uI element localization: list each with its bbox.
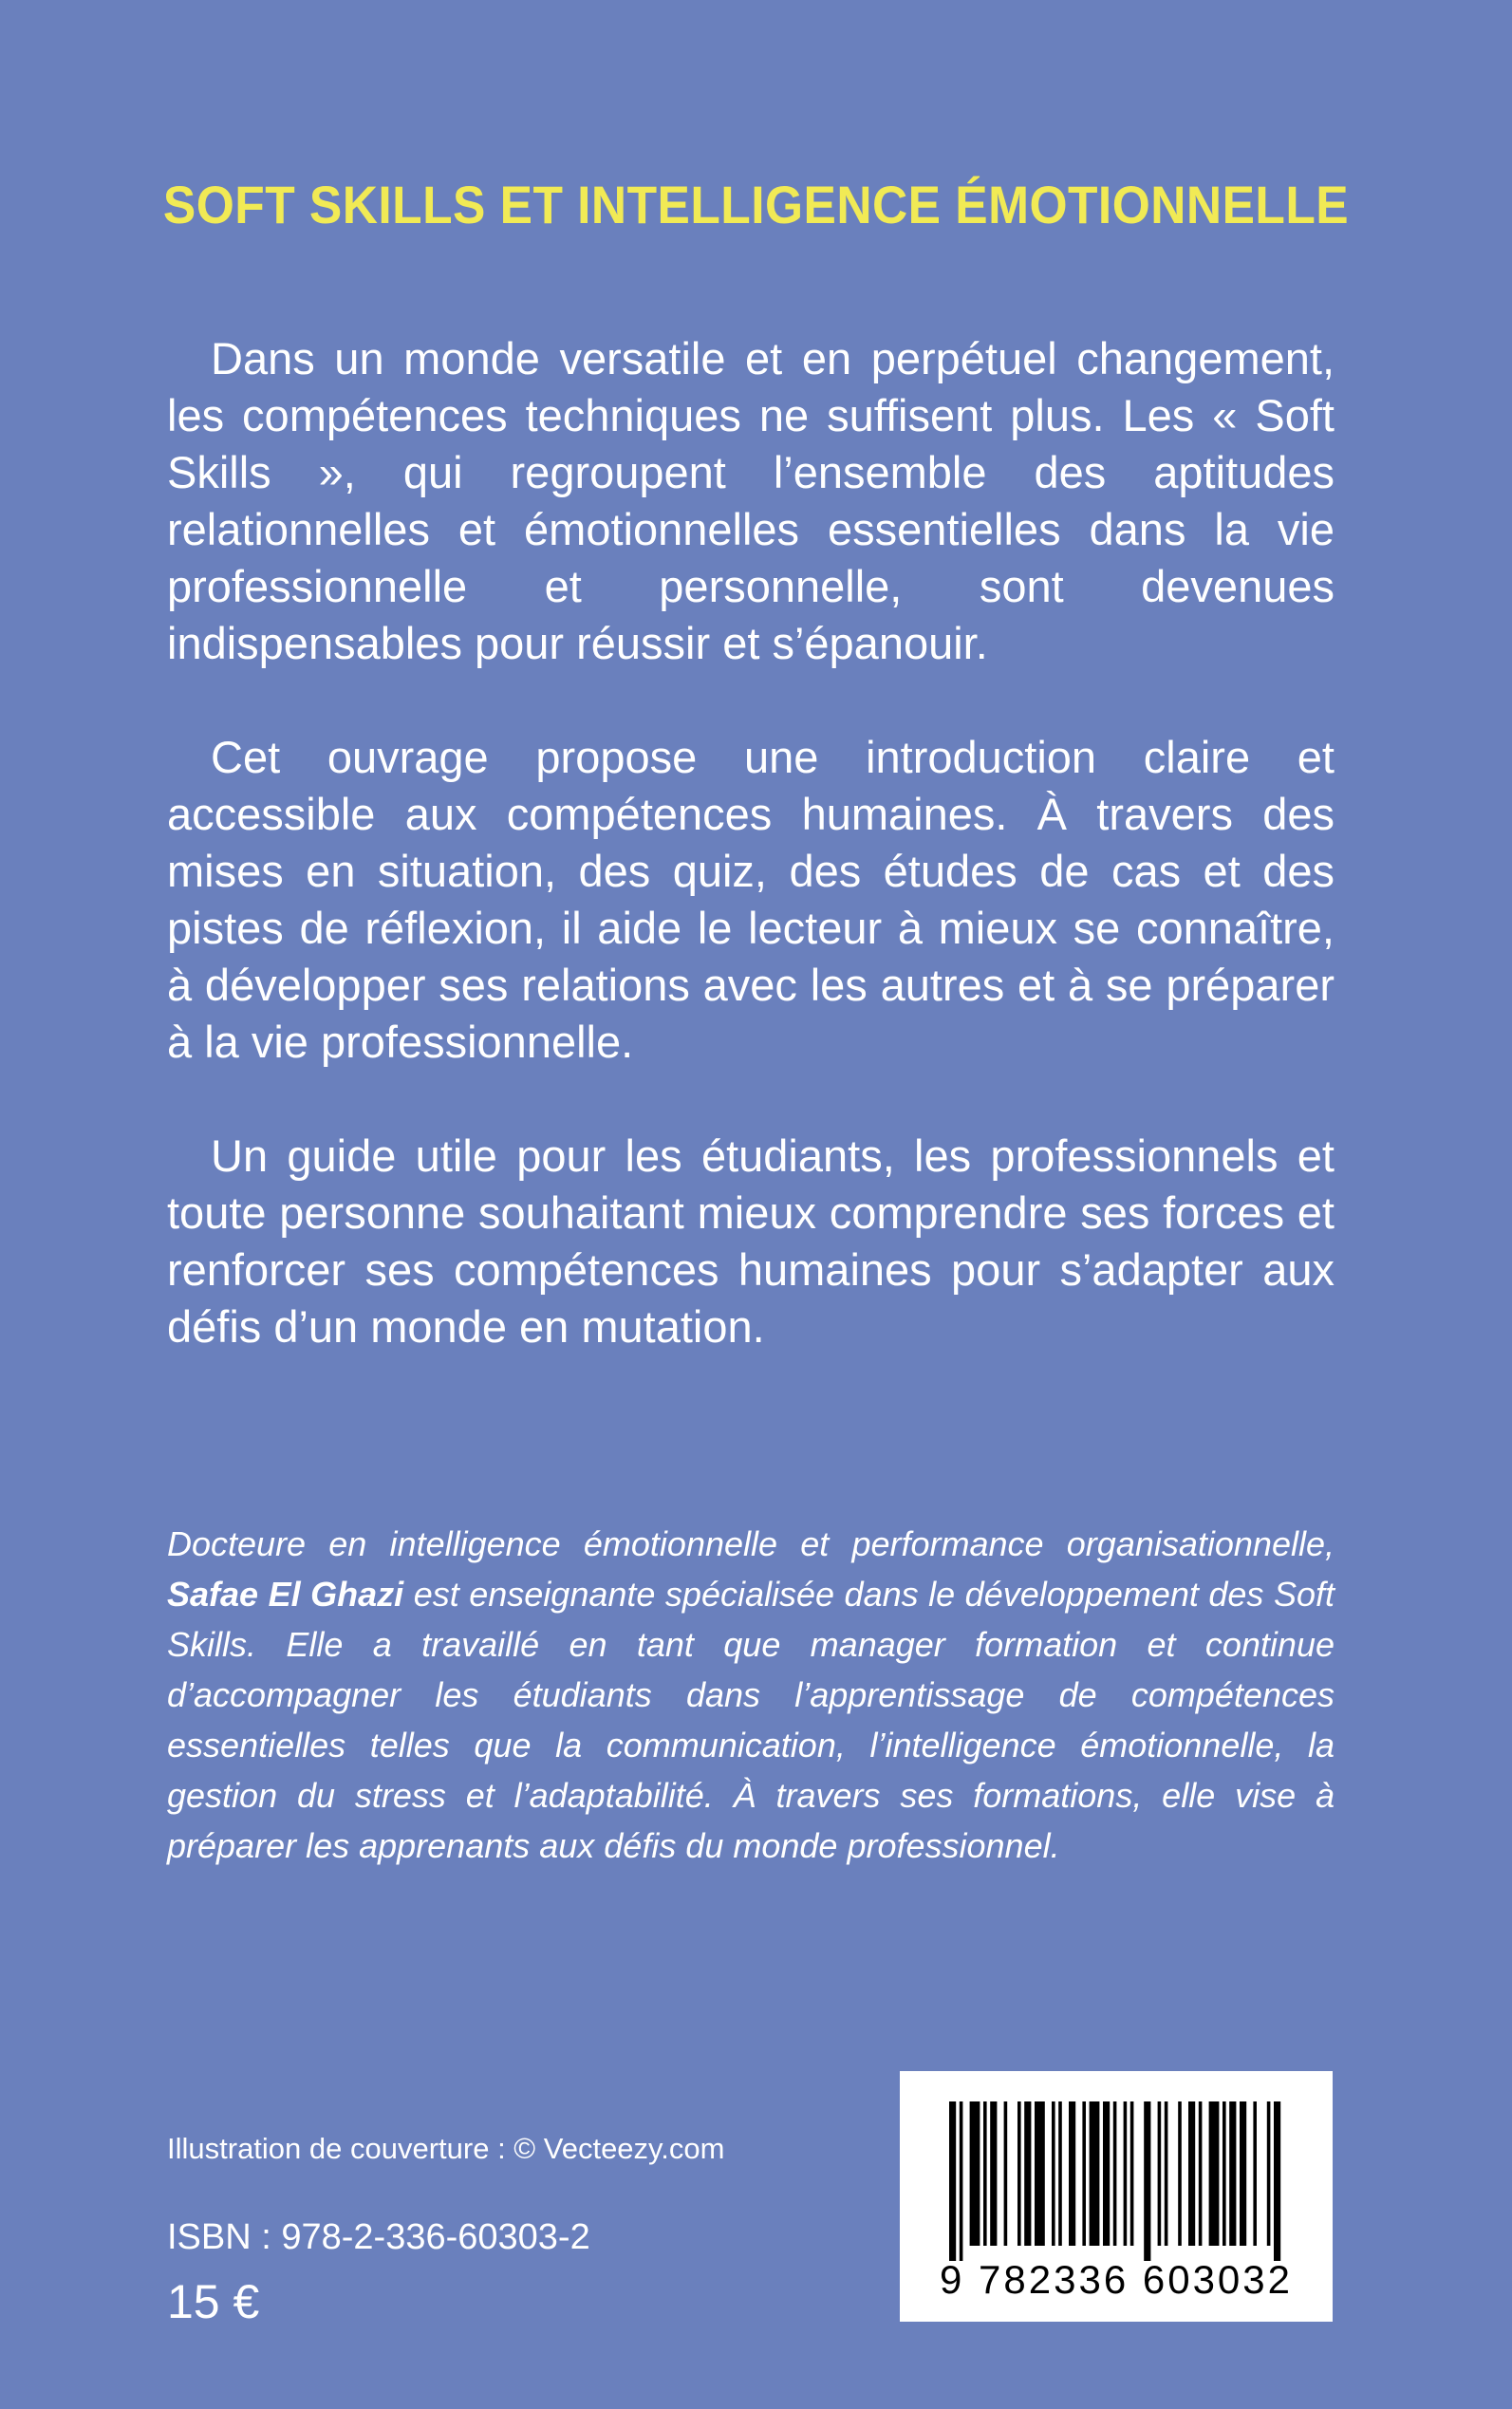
barcode-bar	[1004, 2101, 1008, 2246]
barcode-bar	[1229, 2101, 1236, 2246]
barcode-bar	[1178, 2101, 1182, 2246]
barcode-bar	[1124, 2101, 1128, 2246]
barcode-bars	[900, 2071, 1333, 2261]
barcode-bar	[949, 2101, 956, 2261]
author-bio-rest: est enseignante spécialisée dans le développement des Soft Skills. Elle a travaillé en tant que manager formation et continue d’accompagner les étudiants dans l’apprentissage de compétences essentielles telles que la communication, l’intelligence émotionnelle, la gestion du stress et l’adaptabilité. À travers ses formations, elle vise à préparer les apprenants aux défis du monde professionnel.	[167, 1575, 1335, 1865]
barcode-bar	[1158, 2101, 1162, 2246]
barcode-bar	[1113, 2101, 1117, 2246]
barcode	[900, 2071, 1333, 2322]
author-name: Safae El Ghazi	[167, 1575, 404, 1614]
barcode-bar	[1144, 2101, 1150, 2261]
description-paragraph-3: Un guide utile pour les étudiants, les professionnels et toute personne souhaitant mieux comprendre ses forces et renforcer ses compétences humaines pour s’adapter aux défis d’un monde en mutation.	[167, 1130, 1335, 1352]
barcode-bar	[1052, 2101, 1055, 2246]
barcode-bar	[1035, 2101, 1045, 2246]
barcode-bar	[1024, 2101, 1031, 2246]
isbn: ISBN : 978-2-336-60303-2	[167, 2217, 590, 2257]
barcode-bar	[1103, 2101, 1110, 2246]
description-paragraph-2: Cet ouvrage propose une introduction claire et accessible aux compétences humaines. À travers des mises en situation, des quiz, des études de cas et des pistes de réflexion, il aide le lecteur à mieux se connaître, à développer ses relations avec les autres et à se préparer à la vie professionnelle.	[167, 732, 1335, 1067]
barcode-bar	[1274, 2101, 1280, 2261]
book-title: SOFT SKILLS ET INTELLIGENCE ÉMOTIONNELLE	[162, 174, 1350, 234]
barcode-bar	[1199, 2101, 1203, 2246]
barcode-bar	[960, 2101, 963, 2261]
description-paragraph-1: Dans un monde versatile et en perpétuel changement, les compétences techniques ne suffisent plus. Les « Soft Skills », qui regroupent l’ensemble des aptitudes relationnelles et émotionnelles essentielles dans la vie professionnelle et personnelle, sont devenues indispensables pour réussir et s’épanouir.	[167, 333, 1335, 668]
barcode-bar	[983, 2101, 987, 2246]
barcode-bar	[1188, 2101, 1195, 2246]
barcode-bar	[990, 2101, 997, 2246]
barcode-bar	[1253, 2101, 1257, 2246]
barcode-bar	[1090, 2101, 1100, 2246]
author-bio	[167, 1519, 1335, 1871]
illustration-credit: Illustration de couverture : © Vecteezy.com	[167, 2132, 725, 2165]
barcode-bar	[1058, 2101, 1062, 2246]
barcode-bar	[970, 2101, 980, 2246]
barcode-bar	[1069, 2101, 1075, 2246]
author-bio-intro: Docteure en intelligence émotionnelle et performance organisationnelle,	[167, 1524, 1335, 1563]
barcode-bar	[1223, 2101, 1226, 2246]
barcode-bar	[1240, 2101, 1246, 2246]
barcode-bar	[1017, 2101, 1021, 2246]
barcode-digits: 9 782336 603032	[940, 2257, 1293, 2302]
barcode-bar	[1130, 2101, 1134, 2246]
barcode-bar	[1209, 2101, 1220, 2246]
barcode-bar	[1082, 2101, 1086, 2246]
barcode-bar	[1165, 2101, 1168, 2246]
price: 15 €	[167, 2275, 260, 2328]
barcode-bar	[1267, 2101, 1271, 2246]
